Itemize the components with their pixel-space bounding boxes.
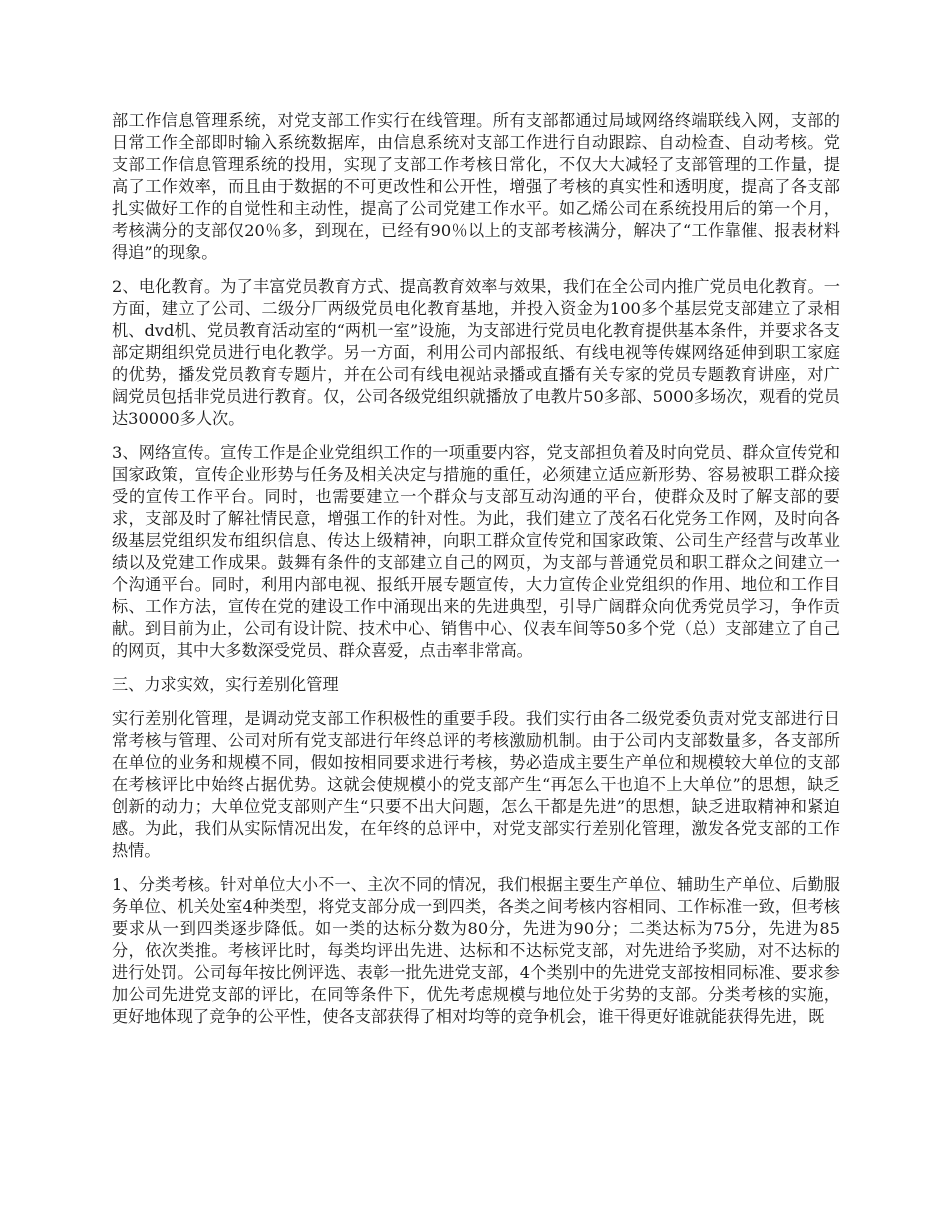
section-heading-differentiated-management: 三、力求实效，实行差别化管理 — [112, 675, 339, 694]
paragraph-info-system: 部工作信息管理系统，对党支部工作实行在线管理。所有支部都通过局域网络终端联线入网，支部的日常工作全部即时输入系统数据库，由信息系统对支部工作进行自动跟踪、自动检查、自动考核。党支部工作信息管理系统的投用，实现了支部工作考核日常化，不仅大大减轻了支部管理的工作量，提高了工作效率，而且由于数据的不可更改性和公开性，增强了考核的真实性和透明度，提高了各支部扎实做好工作的自觉性和主动性，提高了公司党建工作水平。如乙烯公司在系统投用后的第一个月，考核满分的支部仅20％多，到现在，已经有90％以上的支部考核满分，解决了“工作靠催、报表材料得追”的现象。 — [112, 111, 840, 262]
document-body — [112, 110, 840, 1040]
paragraph-audio-visual-education: 2、电化教育。为了丰富党员教育方式、提高教育效率与效果，我们在全公司内推广党员电化教育。一方面，建立了公司、二级分厂两级党员电化教育基地，并投入资金为100多个基层党支部建立了录相机、dvd机、党员教育活动室的“两机一室”设施，为支部进行党员电化教育提供基本条件，并要求各支部定期组织党员进行电化教学。另一方面，利用公司内部报纸、有线电视等传媒网络延伸到职工家庭的优势，播发党员教育专题片，并在公司有线电视站录播或直播有关专家的党员专题教育讲座，对广阔党员包括非党员进行教育。仅，公司各级党组织就播放了电教片50多部、5000多场次，观看的党员达30000多人次。 — [112, 277, 840, 428]
paragraph-differentiated-management: 实行差别化管理，是调动党支部工作积极性的重要手段。我们实行由各二级党委负责对党支部进行日常考核与管理、公司对所有党支部进行年终总评的考核激励机制。由于公司内支部数量多，各支部所在单位的业务和规模不同，假如按相同要求进行考核，势必造成主要生产单位和规模较大单位的支部在考核评比中始终占据优势。这就会使规模小的党支部产生“再怎么干也追不上大单位”的思想，缺乏创新的动力；大单位党支部则产生“只要不出大问题，怎么干都是先进”的思想，缺乏进取精神和紧迫感。为此，我们从实际情况出发，在年终的总评中，对党支部实行差别化管理，激发各党支部的工作热情。 — [112, 709, 840, 860]
paragraph-network-publicity: 3、网络宣传。宣传工作是企业党组织工作的一项重要内容，党支部担负着及时向党员、群众宣传党和国家政策，宣传企业形势与任务及相关决定与措施的重任，必须建立适应新形势、容易被职工群众接受的宣传工作平台。同时，也需要建立一个群众与支部互动沟通的平台，使群众及时了解支部的要求，支部及时了解社情民意，增强工作的针对性。为此，我们建立了茂名石化党务工作网，及时向各级基层党组织发布组织信息、传达上级精神，向职工群众宣传党和国家政策、公司生产经营与改革业绩以及党建工作成果。鼓舞有条件的支部建立自己的网页，为支部与普通党员和职工群众之间建立一个沟通平台。同时，利用内部电视、报纸开展专题宣传，大力宣传企业党组织的作用、地位和工作目标、工作方法，宣传在党的建设工作中涌现出来的先进典型，引导广阔群众向优秀党员学习，争作贡献。到目前为止，公司有设计院、技术中心、销售中心、仪表车间等50多个党（总）支部建立了自己的网页，其中大多数深受党员、群众喜爱，点击率非常高。 — [112, 443, 840, 660]
paragraph-classified-assessment: 1、分类考核。针对单位大小不一、主次不同的情况，我们根据主要生产单位、辅助生产单位、后勤服务单位、机关处室4种类型，将党支部分成一到四类，各类之间考核内容相同、工作标准一致，但考核要求从一到四类逐步降低。如一类的达标分数为80分，先进为90分；二类达标为75分，先进为85分，依次类推。考核评比时，每类均评出先进、达标和不达标党支部，对先进给予奖励，对不达标的进行处罚。公司每年按比例评选、表彰一批先进党支部，4个类别中的先进党支部按相同标准、要求参加公司先进党支部的评比，在同等条件下，优先考虑规模与地位处于劣势的支部。分类考核的实施，更好地体现了竞争的公平性，使各支部获得了相对均等的竞争机会，谁干得更好谁就能获得先进，既 — [112, 875, 840, 1026]
